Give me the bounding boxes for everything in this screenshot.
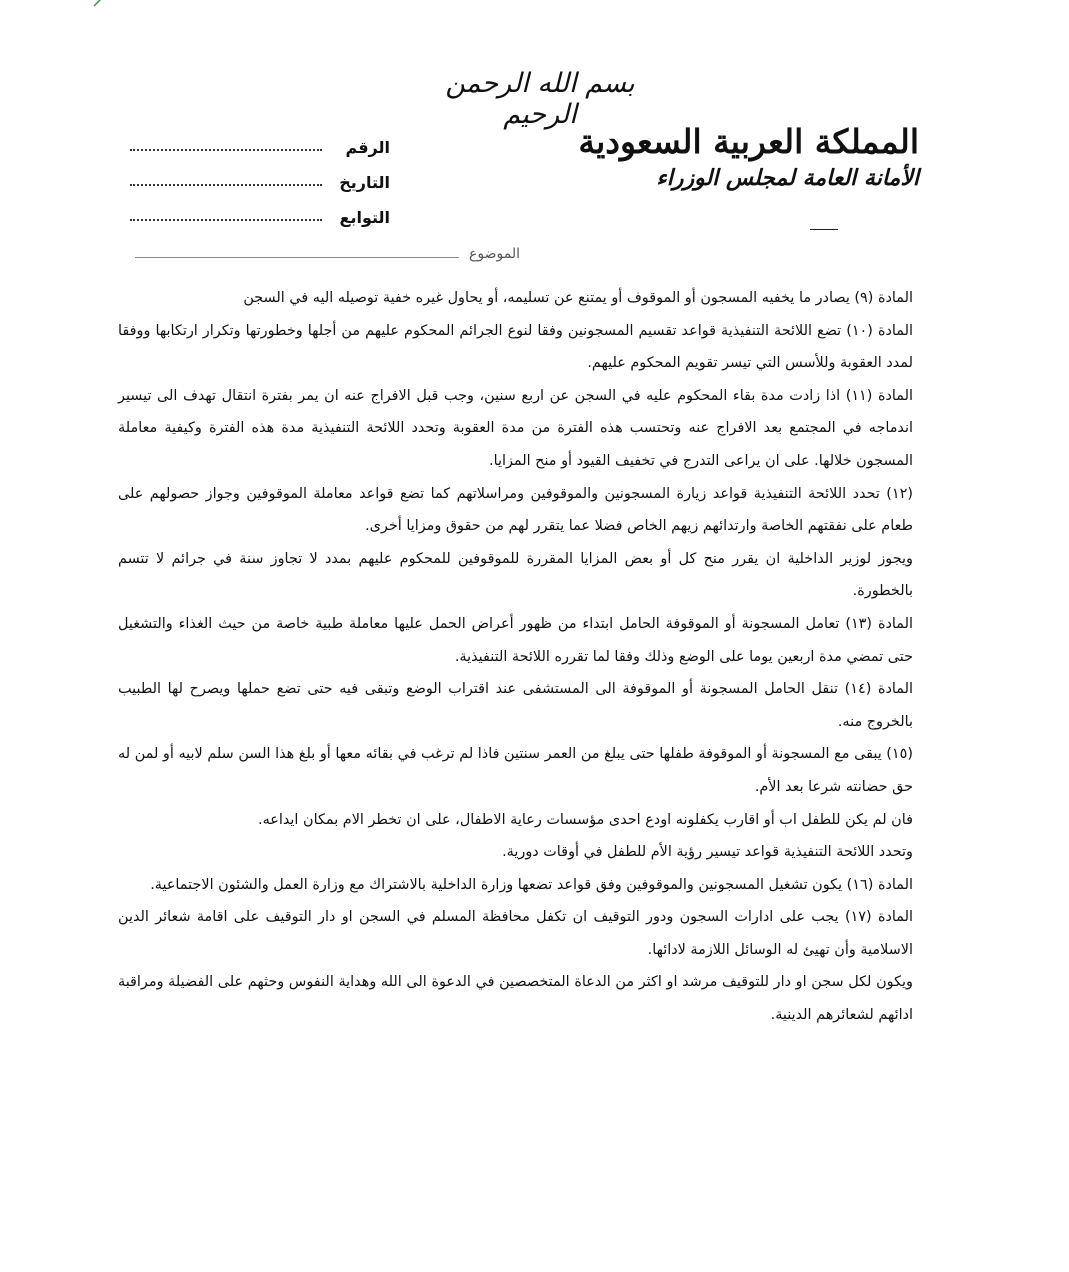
reference-number-label: الرقم (345, 138, 390, 157)
subject-label: الموضوع (469, 246, 520, 262)
article-paragraph: المادة (١٦) يكون تشغيل المسجونين والموقوفين وفق قواعد تضعها وزارة الداخلية بالاشتراك مع وزارة العمل والشئون الاجتماعية. (150, 876, 913, 893)
subject-row (135, 240, 520, 262)
letterhead-divider (810, 229, 838, 230)
article-paragraph: المادة (١٠) تضع اللائحة التنفيذية قواعد تقسيم المسجونين وفقا لنوع الجرائم المحكوم عليهم من أجلها وخطورتها وتكرار ارتكابها ووفقا لمدد العقوبة وللأسس التي تيسر تقويم المحكوم عليهم. (118, 322, 913, 372)
article-paragraph: ويجوز لوزير الداخلية ان يقرر منح كل أو بعض المزايا المقررة للموقوفين للمحكوم عليهم بمدد لا تجاوز سنة في جرائم لا تتسم بالخطورة. (118, 550, 913, 600)
article-paragraph: المادة (١٤) تنقل الحامل المسجونة أو الموقوفة الى المستشفى عند اقتراب الوضع وتبقى فيه حتى تضع حملها ويصرح لها الطبيب بالخروج منه. (118, 681, 913, 730)
reference-number-field (130, 148, 322, 151)
kingdom-name: المملكة العربية السعودية (578, 122, 919, 161)
corner-mark-icon (92, 0, 114, 8)
article-paragraph: (١٢) تحدد اللائحة التنفيذية قواعد زيارة المسجونين والموقوفين ومراسلاتهم كما تضع قواعد معاملة الموقوفين وجواز حصولهم على طعام على نفقتهم الخاصة وارتدائهم زيهم الخاص فضلا عما يتقرر لهم من حقوق ومزايا أخرى. (118, 485, 913, 535)
reference-date-label: التاريخ (339, 173, 390, 192)
letterhead (578, 122, 919, 191)
reference-attachments-label: التوابع (339, 208, 390, 227)
reference-attachments-row (130, 192, 390, 227)
document-body (118, 282, 913, 1032)
subject-line (135, 256, 459, 258)
article-paragraph: المادة (١٧) يجب على ادارات السجون ودور التوقيف ان تكفل محافظة المسلم في السجن او دار التوقيف على اقامة شعائر الدين الاسلامية وأن تهيئ له الوسائل اللازمة لادائها. (118, 909, 913, 958)
article-paragraph: المادة (١٣) تعامل المسجونة أو الموقوفة الحامل ابتداء من ظهور أعراض الحمل عليها معاملة طبية خاصة من حيث الغذاء والتشغيل حتى تمضي مدة اربعين يوما على الوضع وذلك وفقا لما تقرره اللائحة التنفيذية. (118, 615, 914, 665)
reference-date-row (130, 157, 390, 192)
basmala: بسم الله الرحمن الرحيم (445, 68, 635, 130)
department-name: الأمانة العامة لمجلس الوزراء (656, 165, 919, 191)
reference-block (130, 122, 390, 227)
article-paragraph: (١٥) يبقى مع المسجونة أو الموقوفة طفلها حتى يبلغ من العمر سنتين فاذا لم ترغب في بقائه معها أو بلغ هذا السن سلم لابيه أو لمن له حق حضانته شرعا بعد الأم. (118, 746, 913, 795)
article-paragraph: المادة (٩) يصادر ما يخفيه المسجون أو الموقوف أو يمتنع عن تسليمه، أو يحاول غيره خفية توصيله اليه في السجن (243, 290, 913, 306)
article-paragraph: فان لم يكن للطفل اب أو اقارب يكفلونه اودع احدى مؤسسات رعاية الاطفال، على ان تخطر الام بمكان ايداعه. (258, 811, 913, 828)
reference-attachments-field (130, 218, 322, 221)
article-paragraph: المادة (١١) اذا زادت مدة بقاء المحكوم عليه في السجن عن اربع سنين، وجب قبل الافراج عنه ان يمر بفترة انتقال تهدف الى تيسير اندماجه في المجتمع بعد الافراج عنه وتحتسب هذه الفترة من مدة العقوبة وتحدد اللائحة التنفيذية مدة هذه الفترة وكيفية معاملة المسجون خلالها. على ان يراعى التدرج في تخفيف القيود أو منح المزايا. (118, 387, 914, 469)
reference-date-field (130, 183, 322, 186)
article-paragraph: ويكون لكل سجن او دار للتوقيف مرشد او اكثر من الدعاة المتخصصين في الدعوة الى الله وهداية النفوس وحثهم على الفضيلة ومراقبة ادائهم لشعائرهم الدينية. (118, 974, 913, 1024)
article-paragraph: وتحدد اللائحة التنفيذية قواعد تيسير رؤية الأم للطفل في أوقات دورية. (502, 844, 913, 861)
reference-number-row (130, 122, 390, 157)
